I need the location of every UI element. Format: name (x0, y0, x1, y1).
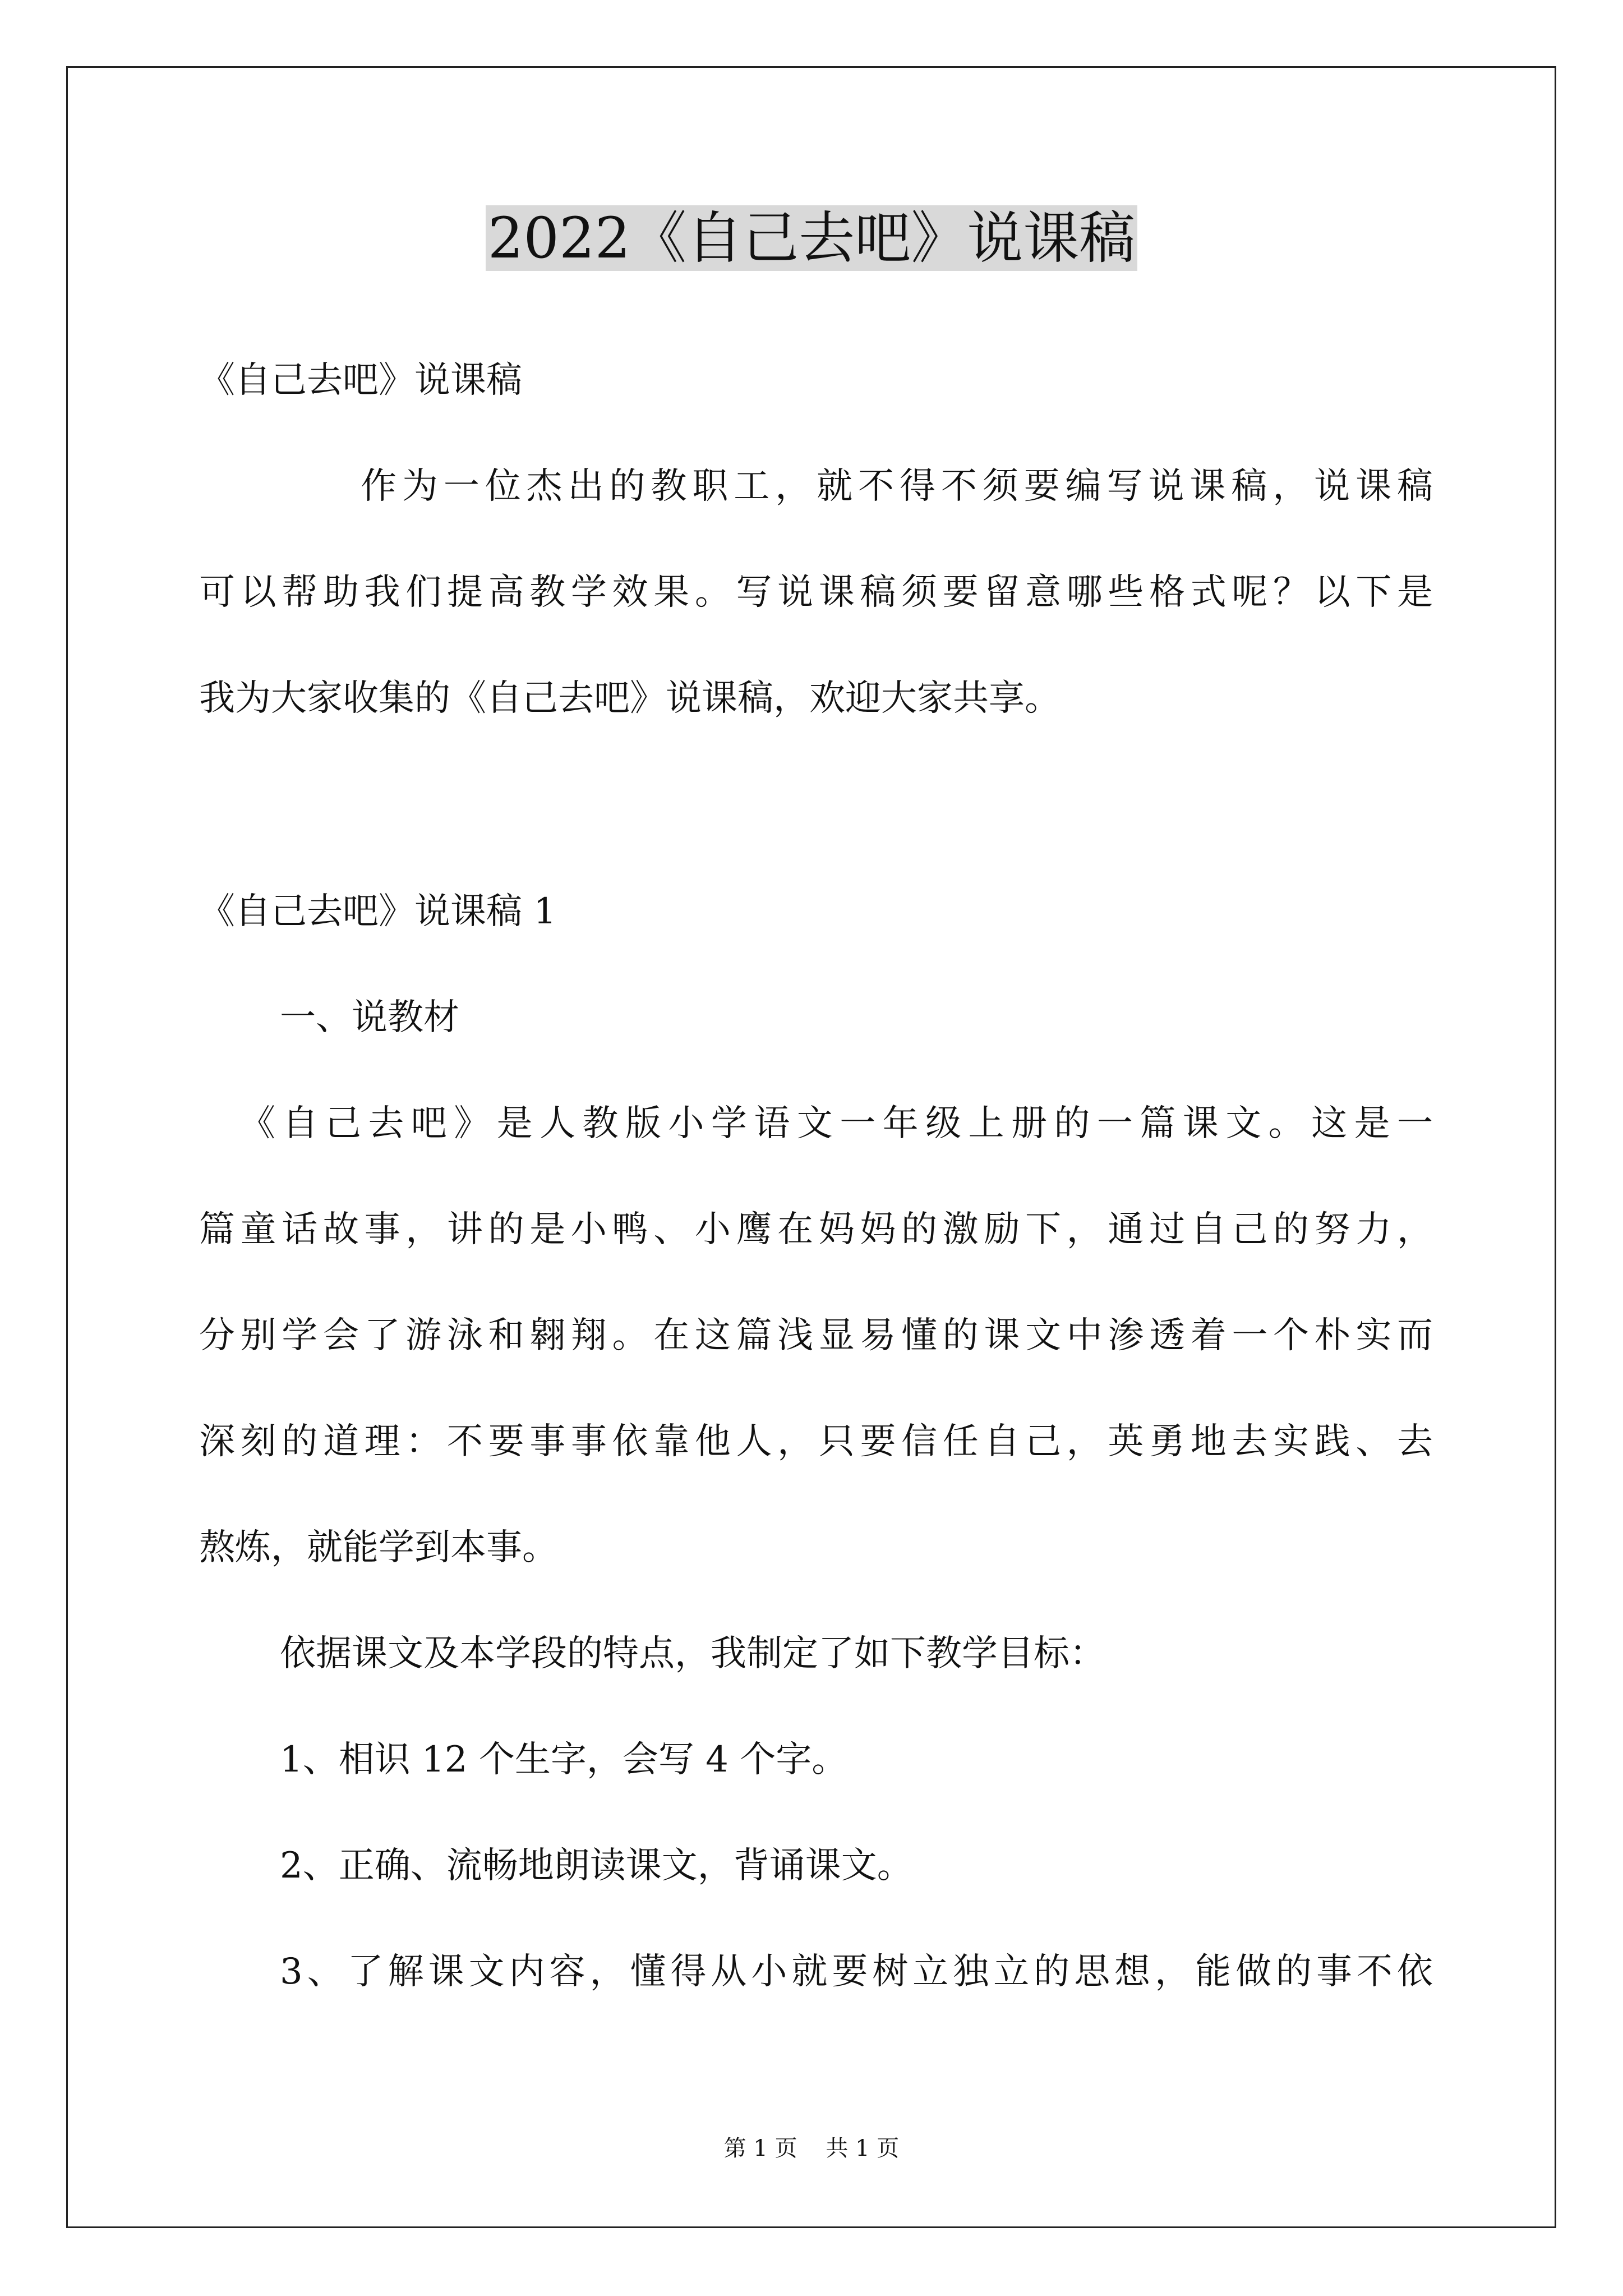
paragraph-line: 深刻的道理：不要事事依靠他人，只要信任自己，英勇地去实践、去 (199, 1421, 1433, 1462)
document-title (0, 202, 1623, 275)
paragraph-line: 可以帮助我们提高教学效果。写说课稿须要留意哪些格式呢？以下是 (199, 572, 1433, 613)
paragraph-line: 熬炼，就能学到本事。 (199, 1527, 558, 1568)
paragraph-line: 作为一位杰出的教职工，就不得不须要编写说课稿，说课稿 (361, 466, 1433, 507)
paragraph-line: 篇童话故事，讲的是小鸭、小鹰在妈妈的激励下，通过自己的努力， (199, 1209, 1433, 1250)
list-item: 2、正确、流畅地朗读课文，背诵课文。 (280, 1845, 913, 1887)
section-heading: 《自己去吧》说课稿 1 (199, 891, 557, 932)
paragraph-line: 我为大家收集的《自己去吧》说课稿，欢迎大家共享。 (199, 678, 1061, 719)
paragraph-line: 依据课文及本学段的特点，我制定了如下教学目标： (280, 1633, 1105, 1674)
section-heading: 《自己去吧》说课稿 (199, 360, 522, 401)
list-item: 1、相识 12 个生字，会写 4 个字。 (280, 1739, 848, 1780)
list-item: 3、了解课文内容，懂得从小就要树立独立的思想，能做的事不依 (280, 1951, 1433, 1993)
page-footer: 第 1 页 共 1 页 (723, 2136, 900, 2161)
paragraph-line: 《自己去吧》是人教版小学语文一年级上册的一篇课文。这是一 (239, 1103, 1433, 1144)
paragraph-line: 分别学会了游泳和翱翔。在这篇浅显易懂的课文中渗透着一个朴实而 (199, 1315, 1433, 1356)
document-title-text: 2022《自己去吧》说课稿 (486, 205, 1138, 271)
subheading: 一、说教材 (280, 997, 459, 1038)
